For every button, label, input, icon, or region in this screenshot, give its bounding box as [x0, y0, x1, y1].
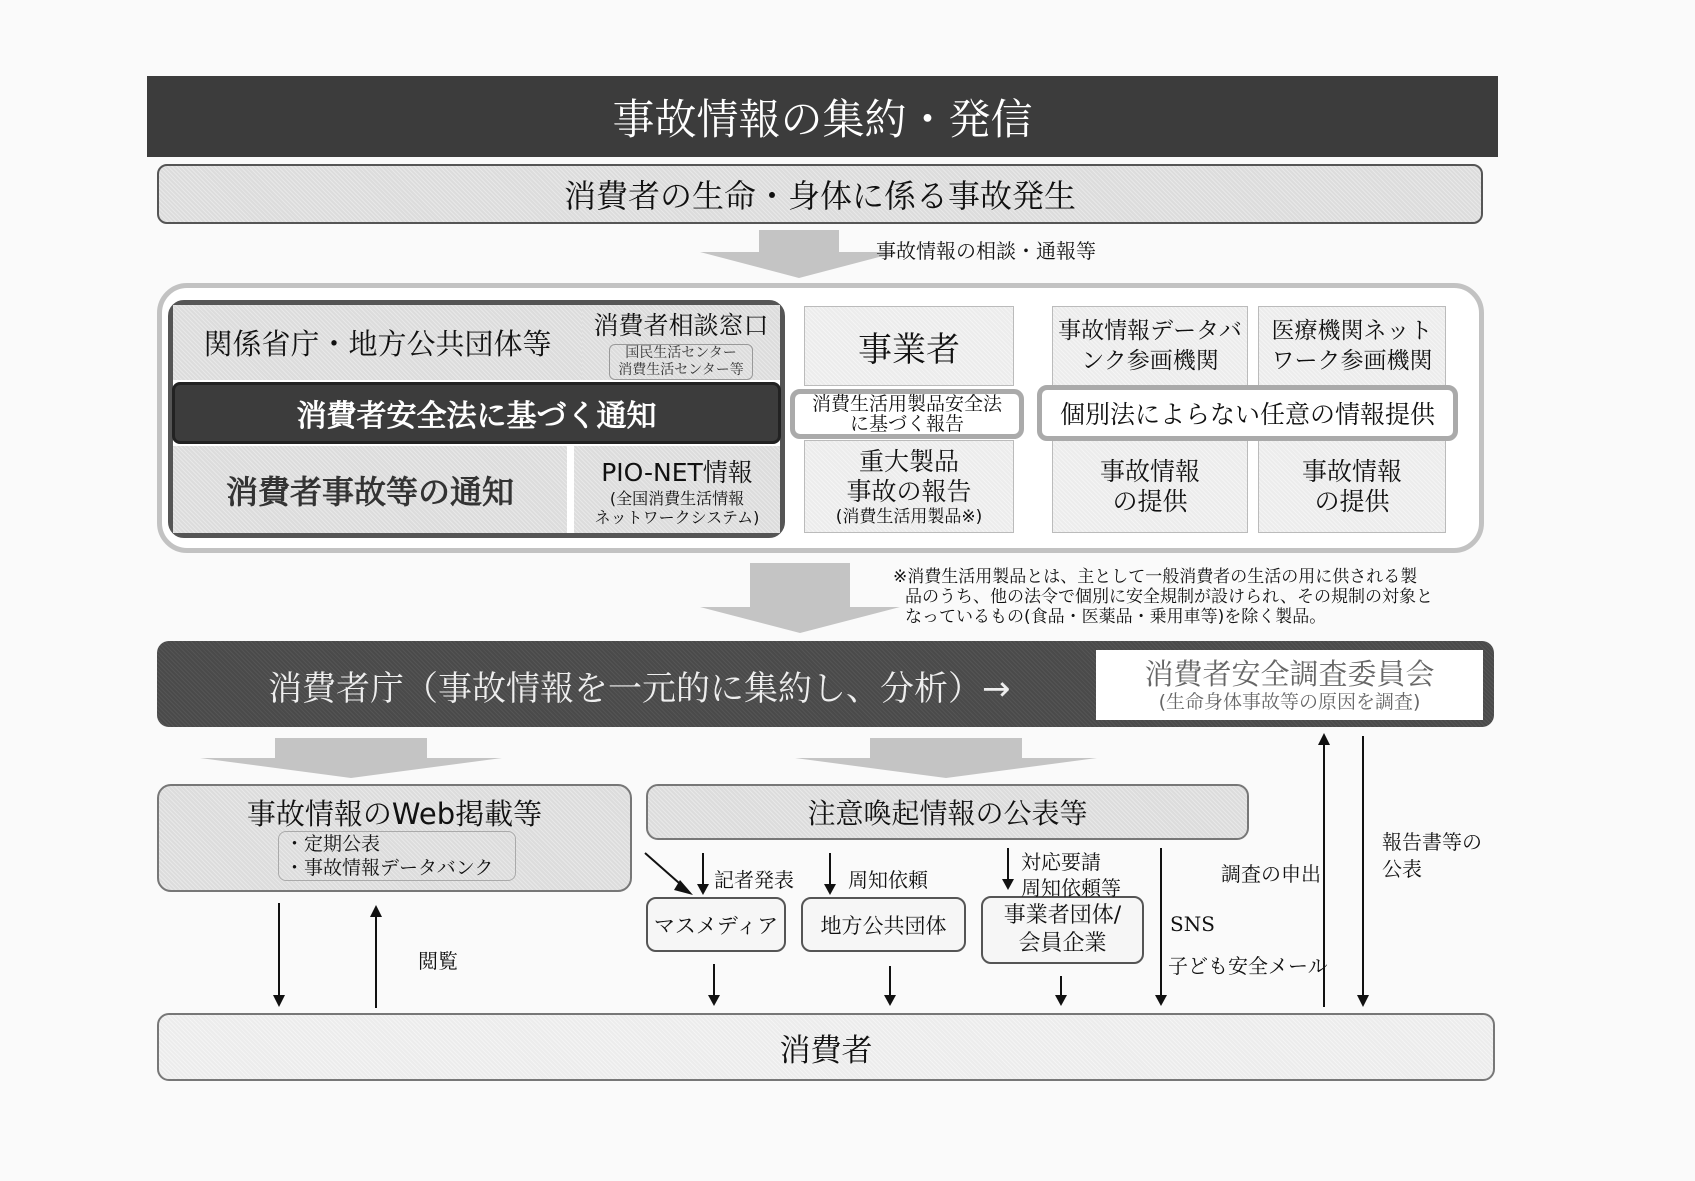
databank-provide-cell [1052, 440, 1248, 533]
gov-agencies-cell [173, 305, 582, 380]
alert-publication-box [646, 784, 1249, 840]
web-publication-title: 事故情報のWeb掲載等 [246, 797, 543, 831]
safety-investigation-committee [1096, 650, 1483, 720]
voluntary-info-box [1037, 385, 1458, 441]
consumers-text: 消費者 [779, 1032, 873, 1069]
accident-occurrence-text: 消費者の生命・身体に係る事故発生 [563, 177, 1076, 215]
accident-notice-cell [173, 446, 567, 533]
databank-provide-line1: 事故情報 [1099, 456, 1200, 486]
alert-publication-title: 注意喚起情報の公表等 [807, 797, 1088, 830]
pionet-line1: (全国消費生活情報 [609, 488, 745, 508]
databank-line1: 事故情報データバ [1058, 318, 1242, 344]
local-government-box [801, 897, 966, 952]
diagram-title-text: 事故情報の集約・発信 [612, 94, 1033, 144]
databank-provide-line2: の提供 [1112, 486, 1188, 516]
product-safety-law-report-box [790, 389, 1024, 439]
report-publish-line1: 報告書等の [1382, 830, 1482, 854]
mass-media-box [646, 897, 786, 952]
consumers-box [157, 1013, 1495, 1081]
browse-label: 閲覧 [418, 949, 458, 973]
serious-accident-report-cell [804, 440, 1014, 533]
serious-line2: 事故の報告 [846, 476, 972, 506]
footnote [893, 567, 1493, 627]
notify-request-label: 周知依頼 [848, 868, 928, 892]
flow-arrow-down-2 [700, 563, 900, 633]
web-item-periodic: ・定期公表 [285, 833, 381, 855]
pionet-title: PIO-NET情報 [601, 457, 753, 487]
gov-agencies-text: 関係省庁・地方公共団体等 [203, 327, 552, 361]
databank-participants-cell [1052, 306, 1248, 386]
flow-arrow-down-1 [700, 230, 898, 278]
committee-title: 消費者安全調査委員会 [1144, 657, 1435, 691]
business-title: 事業者 [858, 329, 960, 370]
arrow-web-to-media [645, 853, 687, 890]
press-release-label: 記者発表 [714, 868, 794, 892]
consult-window-sub [609, 344, 752, 380]
serious-line1: 重大製品 [858, 446, 959, 476]
medical-line2: ワーク参画機関 [1271, 348, 1433, 374]
medical-provide-line1: 事故情報 [1301, 456, 1402, 486]
serious-note: (消費生活用製品※) [835, 506, 983, 527]
databank-line2: ンク参画機関 [1081, 348, 1219, 374]
business-org-line2: 会員企業 [1018, 931, 1107, 956]
voluntary-info-text: 個別法によらない任意の情報提供 [1059, 400, 1435, 429]
medical-provide-line2: の提供 [1314, 486, 1390, 516]
pionet-cell [574, 446, 780, 533]
committee-sub: (生命身体事故等の原因を調査) [1158, 691, 1421, 713]
cell-divider [567, 446, 574, 533]
web-item-databank: ・事故情報データバンク [285, 857, 494, 879]
business-cell [804, 306, 1014, 386]
medical-line1: 医療機関ネット [1271, 318, 1433, 344]
response-request-line1: 対応要請 [1021, 850, 1101, 874]
sns-label: SNS [1170, 912, 1215, 936]
pionet-line2: ネットワークシステム) [594, 507, 760, 527]
medical-network-cell [1258, 306, 1446, 386]
law-report-line1: 消費生活用製品安全法 [811, 393, 1002, 415]
business-org-line1: 事業者団体/ [1003, 903, 1122, 928]
response-request-line2: 周知依頼等 [1021, 876, 1121, 900]
child-safety-mail-label: 子ども安全メール [1168, 954, 1328, 978]
web-publication-list [278, 831, 516, 881]
consumer-agency-text: 消費者庁（事故情報を一元的に集約し、分析）→ [268, 668, 1011, 709]
flow-arrow-down-alert [795, 738, 1097, 778]
safety-law-notice-bar [172, 382, 781, 444]
consult-window-title: 消費者相談窓口 [593, 310, 769, 340]
diagram-title [147, 76, 1498, 157]
footnote-line1: ※消費生活用製品とは、主として一般消費者の生活の用に供される製 [893, 567, 1418, 587]
consult-window-line1: 国民生活センター [625, 344, 737, 361]
footnote-line2: 品のうち、他の法令で個別に安全規制が設けられ、その規制の対象と [905, 587, 1434, 607]
consult-window-line2: 消費生活センター等 [618, 361, 744, 378]
mass-media-text: マスメディア [653, 913, 779, 938]
local-government-text: 地方公共団体 [820, 913, 947, 938]
investigation-request-label: 調査の申出 [1221, 862, 1321, 886]
business-org-box [981, 896, 1144, 964]
safety-law-notice-text: 消費者安全法に基づく通知 [296, 399, 657, 434]
report-publish-line2: 公表 [1382, 857, 1422, 881]
accident-notice-text: 消費者事故等の通知 [225, 472, 514, 511]
law-report-line2: に基づく報告 [849, 413, 964, 435]
footnote-line3: なっているもの(食品・医薬品・乗用車等)を除く製品。 [905, 607, 1327, 627]
consult-window-cell [582, 305, 780, 380]
accident-occurrence-box [157, 164, 1483, 224]
flow-arrow-down-web [200, 738, 502, 778]
consult-report-label: 事故情報の相談・通報等 [876, 239, 1096, 263]
medical-provide-cell [1258, 440, 1446, 533]
